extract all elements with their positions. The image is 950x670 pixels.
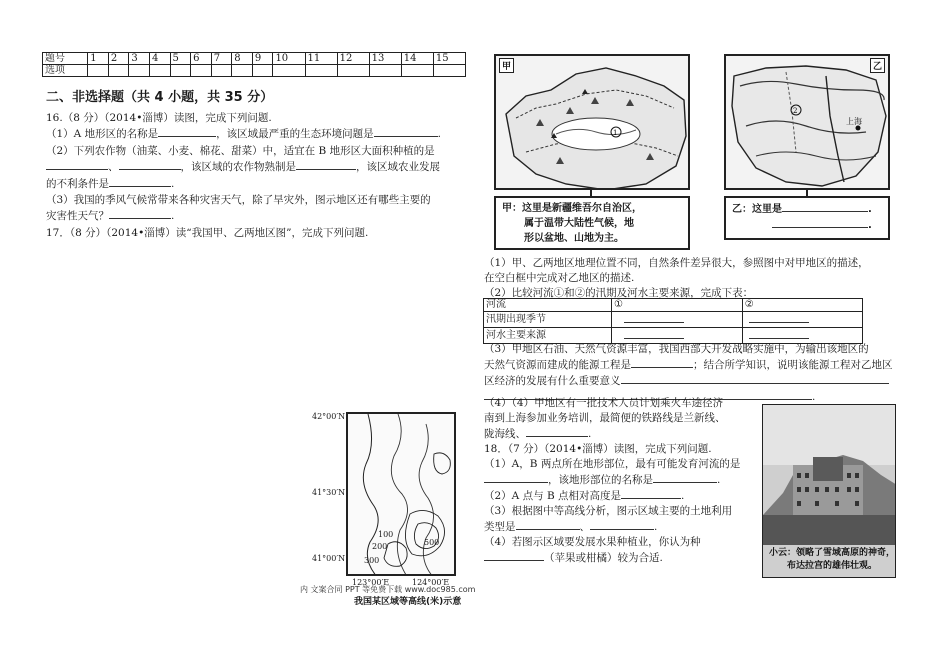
answer-number: 1 (88, 53, 109, 65)
potala-palace-photo (762, 404, 896, 578)
q18-line: ，该地形部位的名称是 . (484, 472, 740, 488)
q17-part1: （1）甲、乙两地区地理位置不同，自然条件差异很大，参照图中对甲地区的描述， (484, 257, 869, 269)
answer-table-row-header: 题号 (43, 53, 88, 65)
table-header-cell: ① (612, 299, 743, 312)
q17-part3-line: 区经济的发展有什么重要意义 (484, 373, 893, 389)
answer-blank[interactable] (653, 472, 717, 483)
q17-parts (484, 256, 869, 301)
q18-intro: 18．（7 分）（2014•淄博）读图，完成下列问题. (484, 443, 712, 455)
q16-part3: （3）我国的季风气候常带来各种灾害天气，除了旱灾外，图示地区还有哪些主要的 (46, 194, 431, 207)
callout-yi-line: . (732, 217, 882, 233)
answer-cell[interactable] (369, 65, 401, 77)
q16-part2-end: 的不利条件是 . (46, 177, 175, 190)
answer-blank[interactable] (374, 126, 438, 137)
longitude-label: 123°00′E (352, 578, 390, 587)
map-jia (494, 54, 690, 190)
answer-number: 11 (305, 53, 337, 65)
answer-cell[interactable] (401, 65, 433, 77)
answer-cell[interactable] (273, 65, 305, 77)
q17-part2: （2）比较河流①和②的汛期及河水主要来源，完成下表： (484, 287, 754, 299)
map-jia-tag: 甲 (499, 58, 514, 73)
answer-blank[interactable] (749, 312, 809, 323)
answer-blank[interactable] (484, 550, 544, 561)
q17-part4-line: 南到上海参加业务培训，最简便的铁路线是兰新线、 (484, 412, 726, 424)
latitude-label: 41°00′N (312, 554, 346, 563)
answer-cell[interactable] (252, 65, 273, 77)
photo-caption (769, 547, 895, 573)
answer-blank[interactable] (782, 201, 868, 212)
answer-blank[interactable] (590, 519, 654, 530)
answer-cell[interactable] (88, 65, 109, 77)
table-answer-cell[interactable] (742, 312, 862, 328)
table-answer-cell[interactable] (612, 312, 743, 328)
answer-number: 14 (401, 53, 433, 65)
q17-part3-line: 天然气资源而建成的能源工程是 ；结合所学知识，说明该能源工程对乙地区 (484, 359, 893, 371)
contour-map-drawing (348, 414, 456, 576)
q18-line: （1）A，B 两点所在地形部位，最有可能发育河流的是 (484, 458, 741, 470)
section-title: 二、非选择题（共 4 小题，共 35 分） (46, 90, 274, 105)
map-yi-tag: 乙 (870, 58, 885, 73)
q18-line: 类型是 、 . (484, 521, 658, 533)
map-yi (724, 54, 890, 190)
contour-value: 100 (378, 530, 394, 539)
answer-table (42, 52, 466, 77)
answer-blank[interactable] (46, 159, 108, 170)
answer-number: 2 (108, 53, 129, 65)
q17-intro: 17．（8 分）（2014•淄博）读“我国甲、乙两地区图”，完成下列问题. (46, 226, 369, 239)
left-column (46, 110, 466, 241)
answer-blank[interactable] (109, 176, 171, 187)
answer-number: 9 (252, 53, 273, 65)
q17-part4-line: （4）（4）甲地区有一批技术人员计划乘火车途径济 (484, 397, 724, 409)
contour-map (346, 412, 456, 576)
q16-part2: （2）下列农作物（油菜、小麦、棉花、甜菜）中，适宜在 B 地形区大面积种植的是 (46, 144, 435, 157)
answer-number: 5 (170, 53, 191, 65)
answer-cell[interactable] (170, 65, 191, 77)
answer-table-answer-row (43, 65, 466, 77)
q17-part1-cont: 在空白框中完成对乙地区的描述. (484, 272, 635, 284)
map-yi-drawing (726, 56, 890, 190)
answer-cell[interactable] (149, 65, 170, 77)
table-row (484, 312, 863, 328)
callout-jia (494, 196, 690, 250)
answer-blank[interactable] (109, 208, 171, 219)
table-header-cell: 河流 (484, 299, 612, 312)
answer-blank[interactable] (624, 328, 684, 339)
contour-value: 200 (372, 542, 388, 551)
answer-cell[interactable] (232, 65, 253, 77)
q16-part2-cont: 、 ，该区域的农作物熟制是 ，该区域农业发展 (46, 159, 466, 175)
answer-blank[interactable] (516, 519, 580, 530)
q16-intro: 16.（8 分）（2014•淄博）读图，完成下列问题. (46, 112, 272, 124)
contour-value: 300 (364, 556, 380, 565)
answer-blank[interactable] (621, 373, 889, 384)
q17-part4-line: 陇海线、 . (484, 428, 592, 440)
answer-table-number-row (43, 53, 466, 65)
q16-part3-end: 灾害性天气？ . (46, 210, 175, 223)
footer-text: 内 文案合同 PPT 等免费下载 www.doc985.com (300, 585, 476, 594)
latitude-label: 41°30′N (312, 488, 346, 497)
q18-line: （苹果或柑橘）较为合适. (484, 550, 740, 566)
q18-line: （2）A 点与 B 点相对高度是 . (484, 490, 685, 502)
q18-line: （3）根据图中等高线分析，图示区域主要的土地利用 (484, 505, 733, 517)
contour-map-caption: 我国某区域等高线(米)示意 (354, 597, 462, 607)
q17-part3-line: . (484, 389, 893, 405)
answer-blank[interactable] (526, 426, 588, 437)
callout-yi (724, 196, 890, 240)
answer-number: 10 (273, 53, 305, 65)
table-header-cell: ② (742, 299, 862, 312)
q17-part4 (484, 396, 726, 442)
callout-jia-line: 属于温带大陆性气候，地 (524, 218, 634, 229)
photo-caption-line: 小云：领略了雪域高原的神奇， (769, 548, 896, 558)
answer-cell[interactable] (108, 65, 129, 77)
answer-cell[interactable] (191, 65, 212, 77)
table-row-label: 河水主要来源 (484, 328, 612, 344)
callout-jia-line: 甲：这里是新疆维吾尔自治区， (502, 203, 642, 214)
map-jia-drawing (496, 56, 690, 190)
answer-blank[interactable] (484, 472, 548, 483)
q18 (484, 442, 740, 566)
contour-value: 500 (424, 538, 440, 547)
answer-cell[interactable] (433, 65, 465, 77)
answer-cell[interactable] (337, 65, 369, 77)
answer-number: 8 (232, 53, 253, 65)
q17-part3-line: （3）甲地区石油、天然气资源丰富，我国西部大开发战略实施中，为输出该地区的 (484, 343, 869, 355)
q16-part1: （1）A 地形区的名称是 ，该区域最严重的生态环境问题是 . (46, 128, 441, 141)
q18-line: （4）若图示区域要发展水果种植业，你认为种 (484, 536, 701, 548)
svg-text:1: 1 (613, 129, 618, 137)
answer-blank[interactable] (296, 159, 356, 170)
answer-blank[interactable] (772, 217, 868, 228)
answer-blank[interactable] (624, 312, 684, 323)
answer-number: 12 (337, 53, 369, 65)
latitude-label: 42°00′N (312, 412, 346, 421)
longitude-label: 124°00′E (412, 578, 450, 587)
map-yi-city-label: 上海 (846, 117, 862, 126)
answer-number: 13 (369, 53, 401, 65)
answer-number: 6 (191, 53, 212, 65)
answer-blank[interactable] (621, 488, 681, 499)
photo-caption-line: 布达拉宫的雄伟壮观。 (787, 561, 878, 571)
callout-yi-line: 乙：这里是 . (732, 201, 882, 217)
callout-jia-line: 形以盆地、山地为主。 (524, 233, 624, 244)
answer-blank[interactable] (631, 357, 693, 368)
answer-cell[interactable] (211, 65, 232, 77)
answer-table-answer-header: 选项 (43, 65, 88, 77)
answer-blank[interactable] (119, 159, 181, 170)
answer-blank[interactable] (158, 126, 216, 137)
answer-number: 4 (149, 53, 170, 65)
answer-number: 3 (129, 53, 150, 65)
answer-number: 7 (211, 53, 232, 65)
table-row-label: 汛期出现季节 (484, 312, 612, 328)
answer-cell[interactable] (129, 65, 150, 77)
svg-text:2: 2 (793, 107, 798, 115)
answer-cell[interactable] (305, 65, 337, 77)
answer-blank[interactable] (749, 328, 809, 339)
answer-number: 15 (433, 53, 465, 65)
river-comparison-table (483, 298, 863, 344)
table-row (484, 299, 863, 312)
